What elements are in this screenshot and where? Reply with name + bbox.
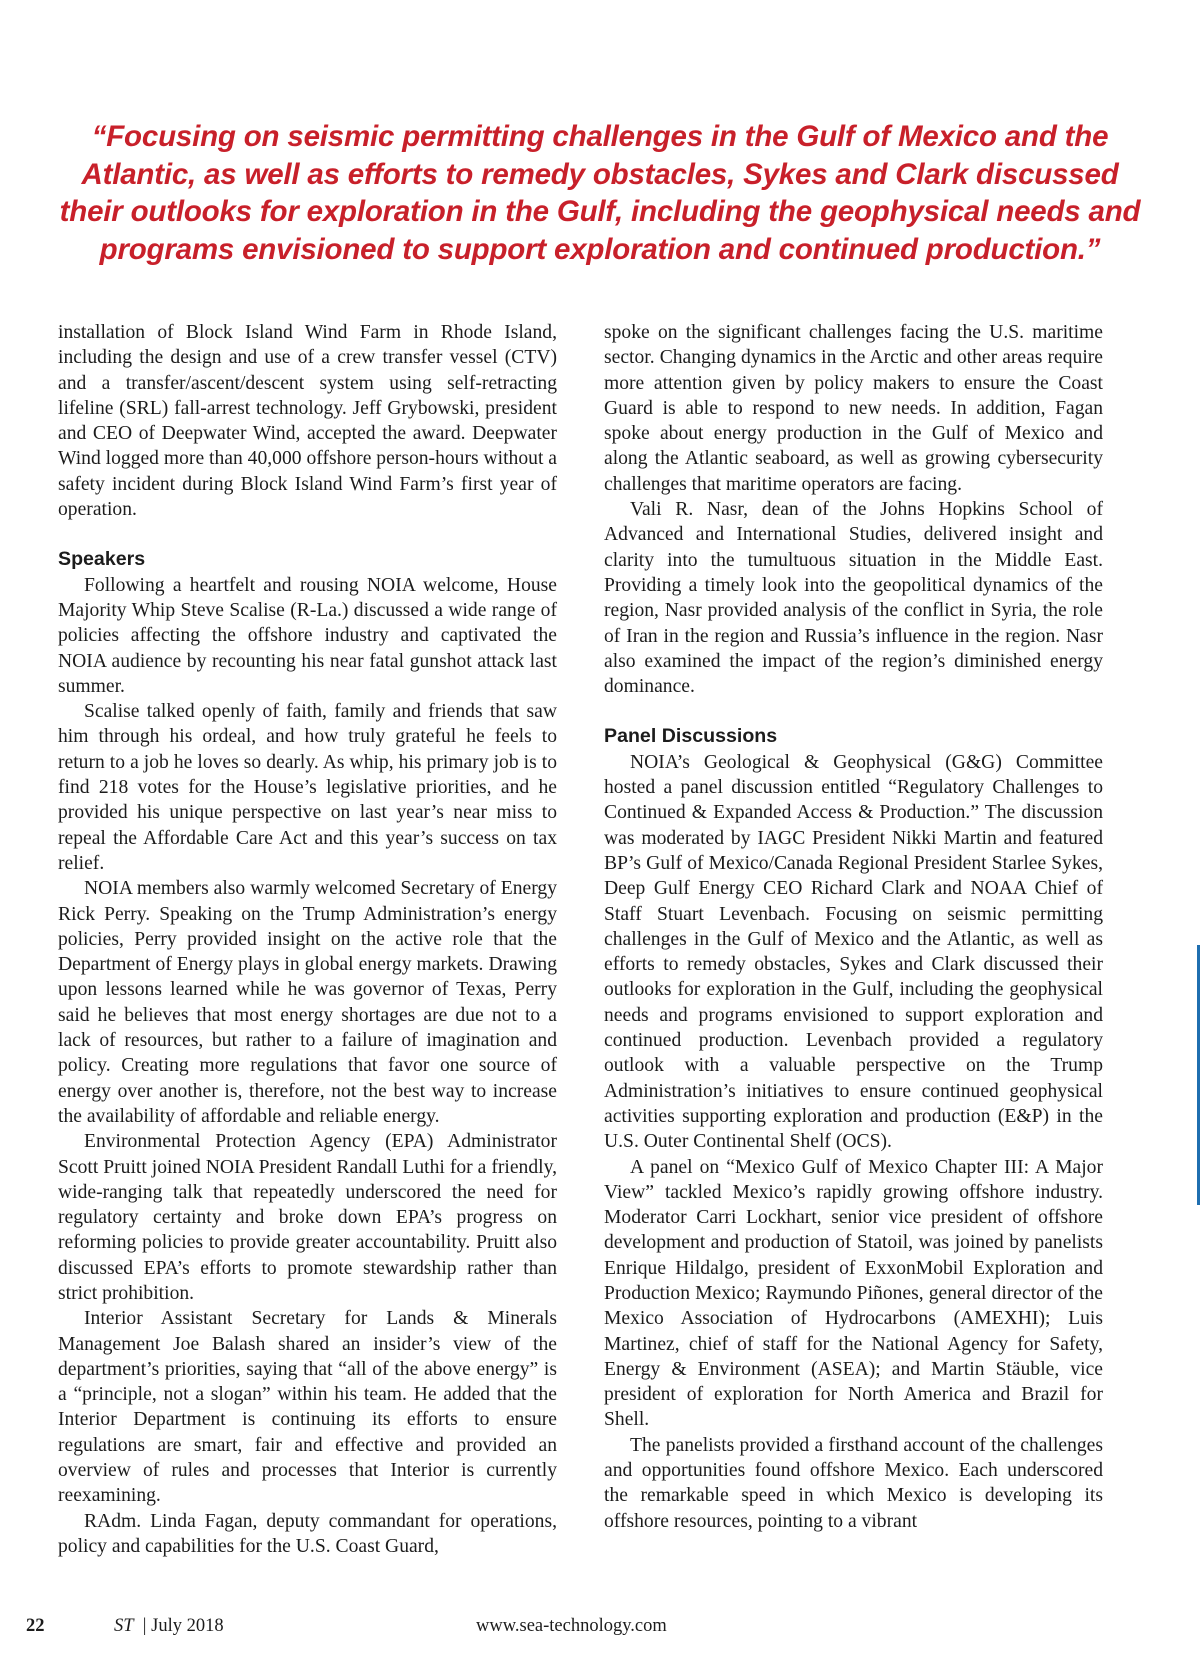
paragraph: A panel on “Mexico Gulf of Mexico Chapter III: A Major View” tackled Mexico’s rapidly growing offshore industry. Moderator Carri Lockhart, senior vice president of offshore development and production of Statoil, was joined by panelists Enrique Hildalgo, president of ExxonMobil Exploration and Production Mexico; Raymundo Piñones, general director of the Mexico Association of Hydrocarbons (AMEXHI); Luis Martinez, chief of staff for the National Agency for Safety, Energy & Environment (ASEA); and Martin Stäuble, vice president of exploration for North America and Brazil for Shell.: [604, 1156, 1103, 1431]
paragraph: Vali R. Nasr, dean of the Johns Hopkins School of Advanced and International Studies, delivered insight and clarity into the tumultuous situation in the Middle East. Providing a timely look into the geopolitical dynamics of the region, Nasr provided analysis of the conflict in Syria, the role of Iran in the region and Russia’s influence in the region. Nasr also examined the impact of the region’s diminished energy dominance.: [604, 499, 1103, 698]
website-url[interactable]: www.sea-technology.com: [476, 1616, 667, 1636]
paragraph: The panelists provided a firsthand account of the challenges and opportunities found offshore Mexico. Each underscored the remarkable speed in which Mexico is developing its offshore resources, pointing to a vibrant: [604, 1434, 1103, 1532]
section-heading-panel-discussions: Panel Discussions: [604, 725, 778, 748]
paragraph: Interior Assistant Secretary for Lands & Minerals Management Joe Balash shared an insider’s view of the department’s priorities, saying that “all of the above energy” is a “principle, not a slogan” within his team. He added that the Interior Department is continuing its efforts to ensure regulations are smart, fair and effective and provided an overview of rules and processes that Interior is currently reexamining.: [58, 1308, 557, 1507]
paragraph: installation of Block Island Wind Farm in Rhode Island, including the design and use of a crew transfer vessel (CTV) and a transfer/ascent/descent system using self-retracting lifeline (SRL) fall-arrest technology. Jeff Grybowski, president and CEO of Deepwater Wind, accepted the award. Deepwater Wind logged more than 40,000 offshore person-hours without a safety incident during Block Island Wind Farm’s first year of operation.: [58, 322, 557, 521]
pull-quote: “Focusing on seismic permitting challenges in the Gulf of Mexico and the Atlantic, as well as efforts to remedy obstacles, Sykes and Clark discussed their outlooks for exploration in the Gulf, including the geophysical needs and programs envisioned to support exploration and continued production.”: [59, 120, 1141, 266]
section-heading-speakers: Speakers: [58, 548, 146, 571]
paragraph: RAdm. Linda Fagan, deputy commandant for operations, policy and capabilities for the U.S. Coast Guard,: [58, 1510, 557, 1557]
paragraph: Scalise talked openly of faith, family and friends that saw him through his ordeal, and how truly grateful he feels to return to a job he loves so dearly. As whip, his primary job is to find 218 votes for the House’s legislative priorities, and he provided his unique perspective on last year’s near miss to repeal the Affordable Care Act and this year’s success on tax relief.: [58, 701, 557, 874]
paragraph: NOIA members also warmly welcomed Secretary of Energy Rick Perry. Speaking on the Trump Administration’s energy policies, Perry provided insight on the active role that the Department of Energy plays in global energy markets. Drawing upon lessons learned while he was governor of Texas, Perry said he believes that most energy shortages are due not to a lack of resources, but rather to a failure of imagination and policy. Creating more regulations that favor one source of energy over another is, therefore, not the best way to increase the availability of affordable and reliable energy.: [58, 878, 557, 1127]
page-number: 22: [26, 1616, 45, 1636]
publication-name: ST: [114, 1616, 134, 1636]
issue-date: | July 2018: [142, 1616, 224, 1636]
page-footer: [26, 1616, 1126, 1640]
paragraph: spoke on the significant challenges facing the U.S. maritime sector. Changing dynamics in the Arctic and other areas require more attention given by policy makers to ensure the Coast Guard is able to respond to new needs. In addition, Fagan spoke about energy production in the Gulf of Mexico and along the Atlantic seaboard, as well as growing cybersecurity challenges that maritime operators are facing.: [604, 322, 1103, 495]
paragraph: Environmental Protection Agency (EPA) Administrator Scott Pruitt joined NOIA President Randall Luthi for a friendly, wide-ranging talk that repeatedly underscored the need for regulatory certainty and broke down EPA’s progress on reforming policies to provide greater accountability. Pruitt also discussed EPA’s efforts to promote stewardship rather than strict prohibition.: [58, 1131, 557, 1304]
right-column: [604, 320, 1103, 1534]
paragraph: Following a heartfelt and rousing NOIA welcome, House Majority Whip Steve Scalise (R-La.) discussed a wide range of policies affecting the offshore industry and captivated the NOIA audience by recounting his near fatal gunshot attack last summer.: [58, 574, 557, 697]
publication-info: [114, 1616, 224, 1637]
left-column: [58, 320, 557, 1559]
paragraph: NOIA’s Geological & Geophysical (G&G) Committee hosted a panel discussion entitled “Regulatory Challenges to Continued & Expanded Access & Production.” The discussion was moderated by IAGC President Nikki Martin and featured BP’s Gulf of Mexico/Canada Regional President Starlee Sykes, Deep Gulf Energy CEO Richard Clark and NOAA Chief of Staff Stuart Levenbach. Focusing on seismic permitting challenges in the Gulf of Mexico and the Atlantic, as well as efforts to remedy obstacles, Sykes and Clark discussed their outlooks for exploration in the Gulf, including the geophysical needs and programs envisioned to support exploration and continued production. Levenbach provided a regulatory outlook with a valuable perspective on the Trump Administration’s initiatives to ensure continued geophysical activities supporting exploration and production (E&P) in the U.S. Outer Continental Shelf (OCS).: [604, 751, 1103, 1153]
